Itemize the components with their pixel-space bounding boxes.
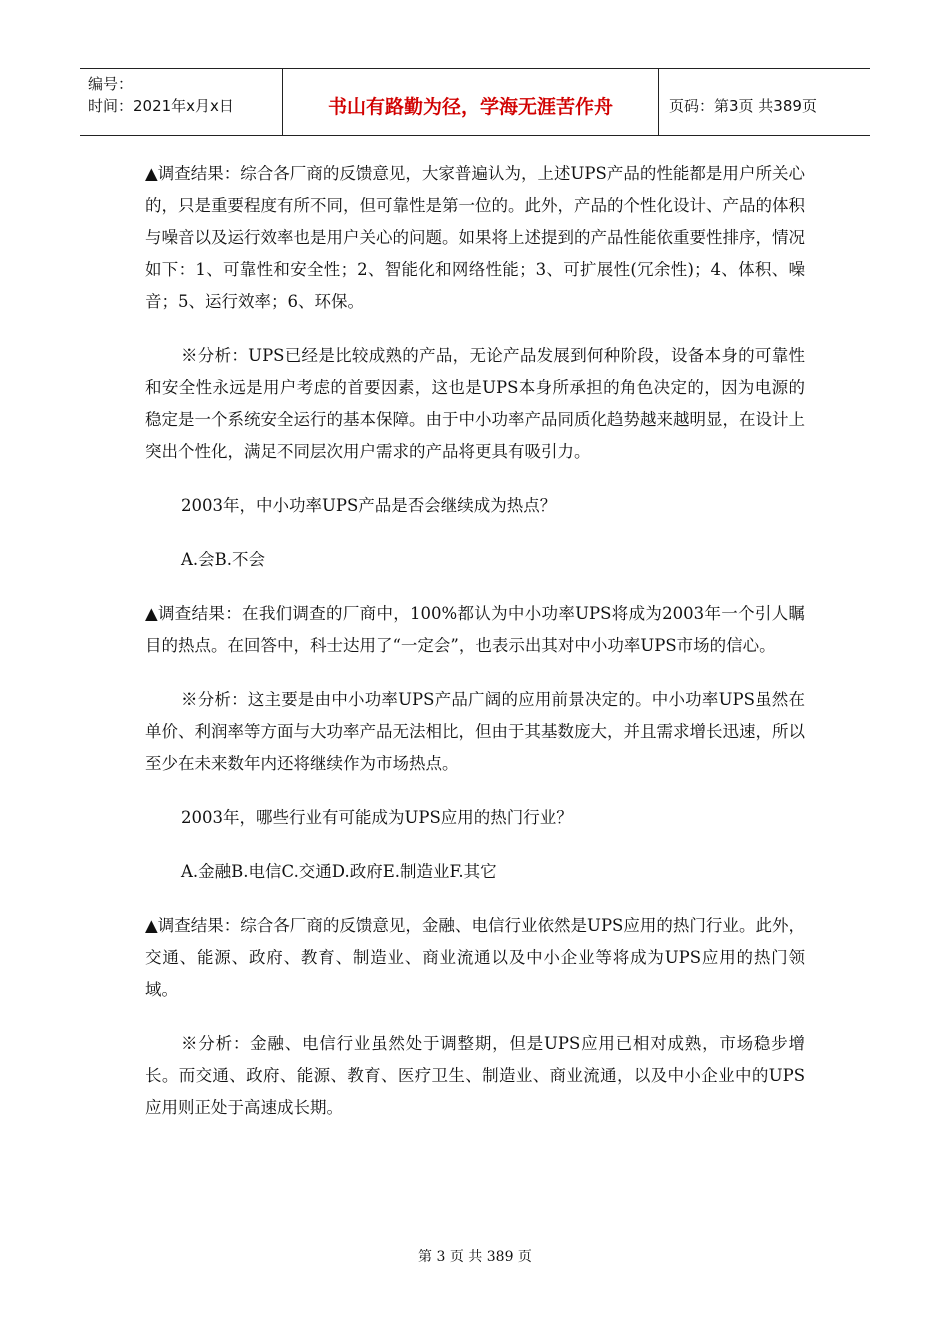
document-body: [145, 158, 805, 1146]
analysis-paragraph: ※分析：这主要是由中小功率UPS产品广阔的应用前景决定的。中小功率UPS虽然在单价、利润率等方面与大功率产品无法相比，但由于其基数庞大，并且需求增长迅速，所以至少在未来数年内还将继续作为市场热点。: [145, 690, 805, 773]
header-meta: [80, 69, 283, 135]
page-footer: 第 3 页 共 389 页: [418, 1249, 532, 1265]
analysis-paragraph: ※分析：金融、电信行业虽然处于调整期，但是UPS应用已相对成熟，市场稳步增长。而交通、政府、能源、教育、医疗卫生、制造业、商业流通，以及中小企业中的UPS应用则正处于高速成长期。: [145, 1034, 805, 1117]
survey-result-paragraph: ▲调查结果：在我们调查的厂商中，100%都认为中小功率UPS将成为2003年一个引人瞩目的热点。在回答中，科士达用了“一定会”，也表示出其对中小功率UPS市场的信心。: [145, 604, 805, 655]
question-paragraph: 2003年，哪些行业有可能成为UPS应用的热门行业？: [181, 808, 573, 827]
survey-result-paragraph: ▲调查结果：综合各厂商的反馈意见，金融、电信行业依然是UPS应用的热门行业。此外，交通、能源、政府、教育、制造业、商业流通以及中小企业等将成为UPS应用的热门领域。: [145, 916, 805, 999]
answer-options: A.金融B.电信C.交通D.政府E.制造业F.其它: [181, 862, 497, 881]
header-motto: 书山有路勤为径，学海无涯苦作舟: [283, 69, 659, 135]
page-header: [80, 68, 870, 136]
answer-options: A.会B.不会: [181, 550, 266, 569]
header-page-number: 页码：第3页 共389页: [669, 96, 817, 115]
document-date: 时间：2021年x月x日: [88, 97, 234, 115]
survey-result-paragraph: ▲调查结果：综合各厂商的反馈意见，大家普遍认为，上述UPS产品的性能都是用户所关心的，只是重要程度有所不同，但可靠性是第一位的。此外，产品的个性化设计、产品的体积与噪音以及运行效率也是用户关心的问题。如果将上述提到的产品性能依重要性排序，情况如下：1、可靠性和安全性；2、智能化和网络性能；3、可扩展性(冗余性)；4、体积、噪音；5、运行效率；6、环保。: [145, 164, 805, 311]
document-code-label: 编号：: [88, 75, 134, 93]
question-paragraph: 2003年，中小功率UPS产品是否会继续成为热点？: [181, 496, 557, 515]
analysis-paragraph: ※分析：UPS已经是比较成熟的产品，无论产品发展到何种阶段，设备本身的可靠性和安全性永远是用户考虑的首要因素，这也是UPS本身所承担的角色决定的，因为电源的稳定是一个系统安全运行的基本保障。由于中小功率产品同质化趋势越来越明显，在设计上突出个性化，满足不同层次用户需求的产品将更具有吸引力。: [145, 346, 805, 461]
